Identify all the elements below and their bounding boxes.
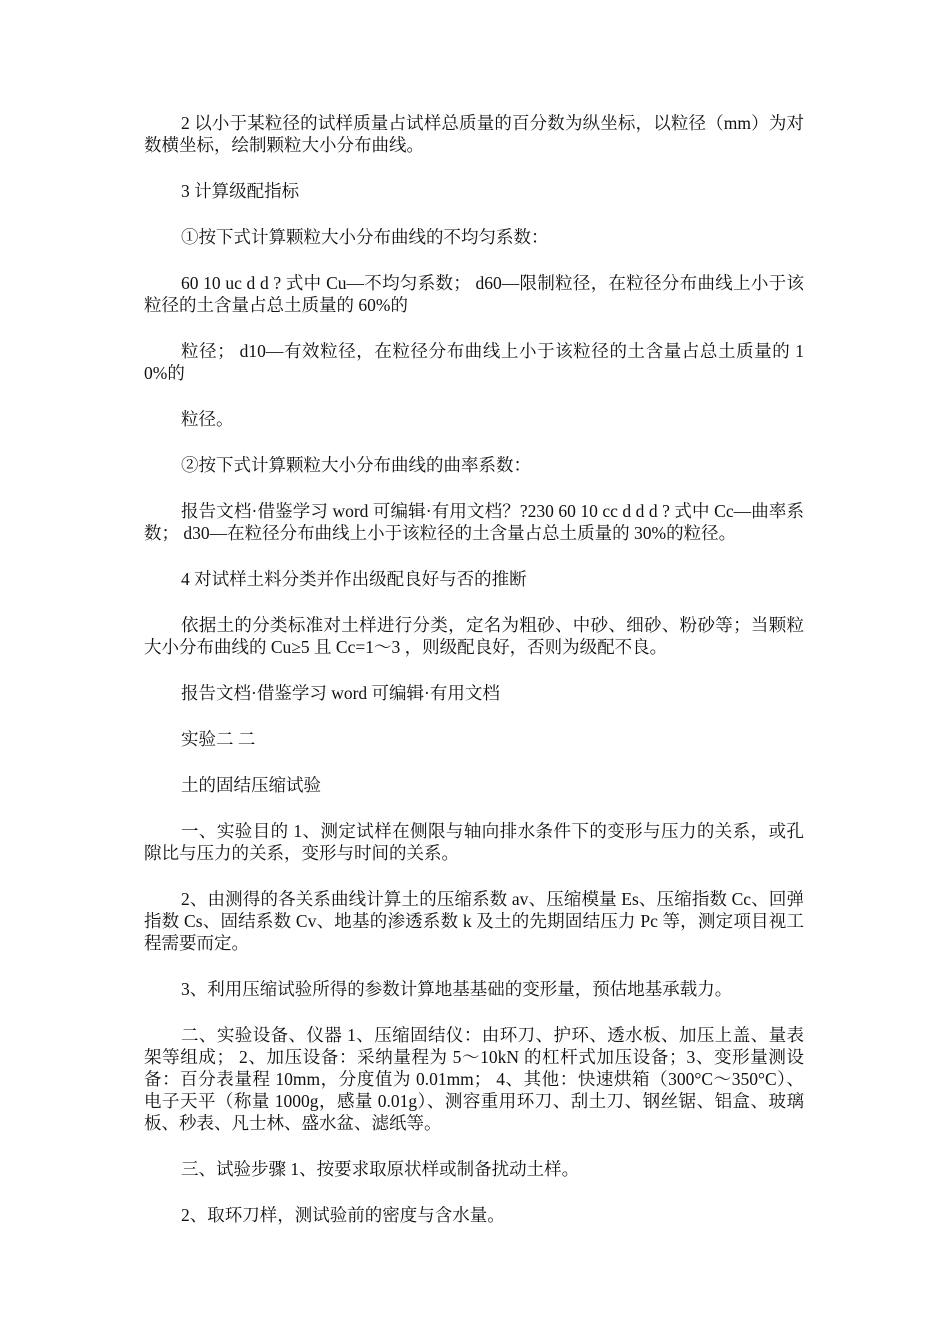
paragraph-grain-size-end: 粒径。 <box>181 409 234 429</box>
paragraph-grading-index-heading: 3 计算级配指标 <box>181 181 300 201</box>
paragraph-experiment-purpose: 一、实验目的 1、测定试样在侧限与轴向排水条件下的变形与压力的关系，或孔隙比与压力的关系，变形与时间的关系。 <box>144 821 804 863</box>
paragraph-curvature-formula: 报告文档·借鉴学习 word 可编辑·有用文档？?230 60 10 cc d d d ? 式中 Cc—曲率系数； d30—在粒径分布曲线上小于该粒径的土含量占总土质量的 30%的粒径。 <box>144 501 804 543</box>
section-title-consolidation-test: 土的固结压缩试验 <box>181 775 321 795</box>
paragraph-procedure-step-two: 2、取环刀样，测试验前的密度与含水量。 <box>181 1205 505 1225</box>
paragraph-uniformity-formula: 60 10 uc d d ? 式中 Cu—不均匀系数； d60—限制粒径，在粒径分布曲线上小于该粒径的土含量占总土质量的 60%的 <box>144 273 804 315</box>
paragraph-procedure-step-one: 三、试验步骤 1、按要求取原状样或制备扰动土样。 <box>181 1159 580 1179</box>
paragraph-bearing-capacity: 3、利用压缩试验所得的参数计算地基基础的变形量，预估地基承载力。 <box>181 979 733 999</box>
paragraph-classification-heading: 4 对试样土料分类并作出级配良好与否的推断 <box>181 569 527 589</box>
paragraph-d10-definition: 粒径； d10—有效粒径，在粒径分布曲线上小于该粒径的土含量占总土质量的 10%的 <box>144 341 804 383</box>
paragraph-classification-criteria: 依据土的分类标准对土样进行分类，定名为粗砂、中砂、细砂、粉砂等；当颗粒大小分布曲线的 Cu≥5 且 Cc=1～3 ，则级配良好，否则为级配不良。 <box>144 615 804 657</box>
section-heading-experiment-two: 实验二 二 <box>181 729 256 749</box>
paragraph-equipment: 二、实验设备、仪器 1、压缩固结仪：由环刀、护环、透水板、加压上盖、量表架等组成； 2、加压设备：采纳量程为 5～10kN 的杠杆式加压设备；3、变形量测设备：百分表量程 10mm，分度值为 0.01mm； 4、其他：快速烘箱（300°C～350°C）、电子天平（称量 1000g，感量 0.01g）、测容重用环刀、刮土刀、钢丝锯、铝盒、玻璃板、秒表、凡士林、盛水盆、滤纸等。 <box>144 1025 804 1133</box>
document-page <box>144 112 804 1250</box>
paragraph-grading-curve: 2 以小于某粒径的试样质量占试样总质量的百分数为纵坐标，以粒径（mm）为对数横坐标，绘制颗粒大小分布曲线。 <box>144 113 804 155</box>
paragraph-watermark-text: 报告文档·借鉴学习 word 可编辑·有用文档 <box>181 683 500 703</box>
paragraph-curvature-intro: ②按下式计算颗粒大小分布曲线的曲率系数： <box>181 455 531 475</box>
paragraph-compression-parameters: 2、由测得的各关系曲线计算土的压缩系数 av、压缩模量 Es、压缩指数 Cc、回弹指数 Cs、固结系数 Cv、地基的渗透系数 k 及土的先期固结压力 Pc 等，测定项目视工程需要而定。 <box>144 889 804 953</box>
paragraph-uniformity-intro: ①按下式计算颗粒大小分布曲线的不均匀系数： <box>181 227 549 247</box>
